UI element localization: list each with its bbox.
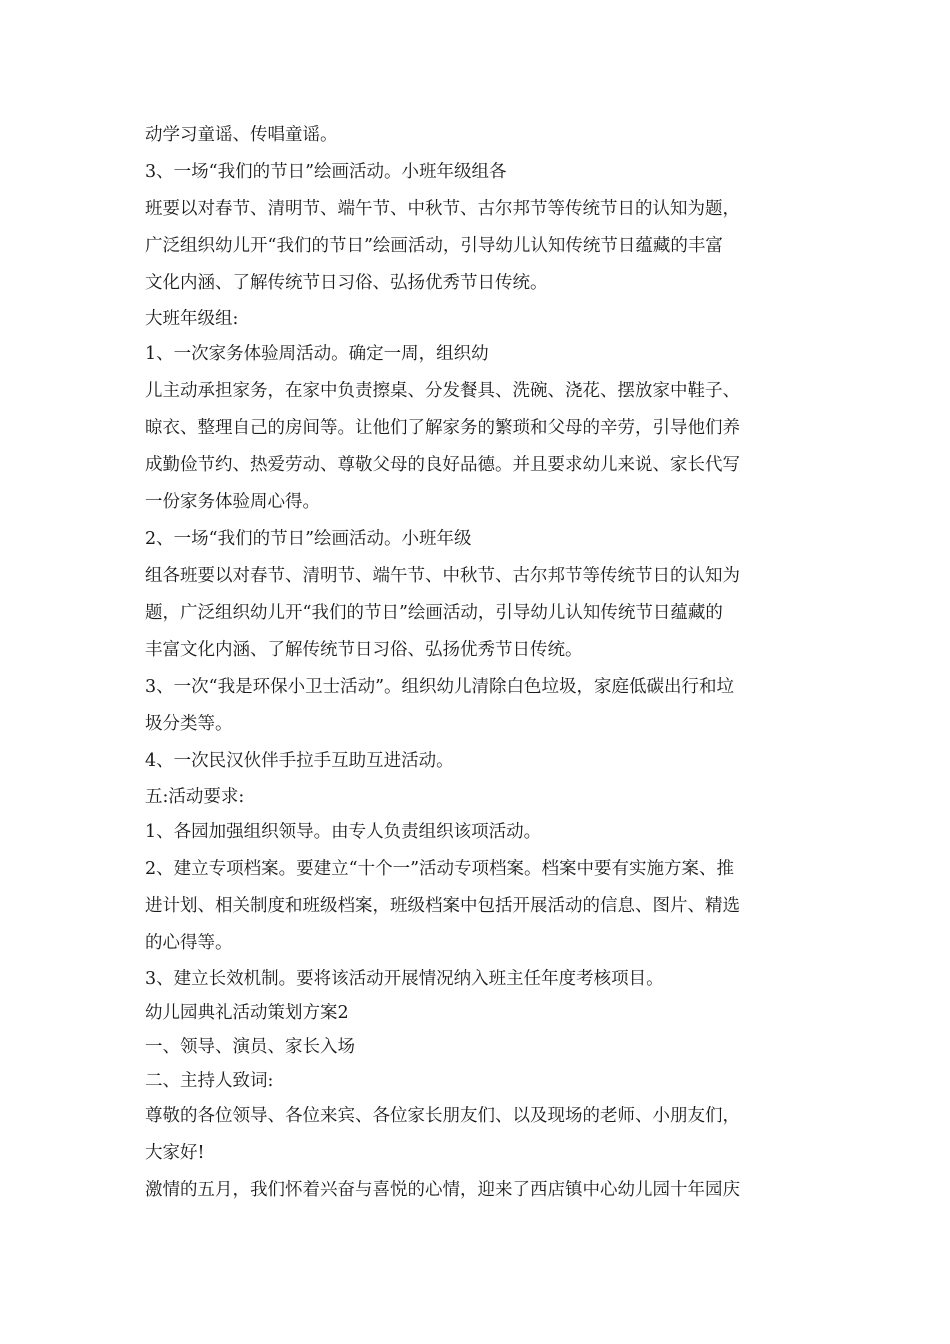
text-line: 1、各园加强组织领导。由专人负责组织该项活动。: [145, 822, 542, 842]
text-line: 的心得等。: [145, 933, 233, 953]
text-line: 一、领导、演员、家长入场: [145, 1037, 355, 1057]
text-line: 班要以对春节、清明节、端午节、中秋节、古尔邦节等传统节日的认知为题，: [145, 199, 740, 219]
text-line: 文化内涵、了解传统节日习俗、弘扬优秀节日传统。: [145, 273, 548, 293]
text-line: 2、一场“我们的节日”绘画活动。小班年级: [145, 529, 472, 549]
text-line: 圾分类等。: [145, 714, 233, 734]
text-line: 3、建立长效机制。要将该活动开展情况纳入班主任年度考核项目。: [145, 969, 664, 989]
text-line: 3、一场“我们的节日”绘画活动。小班年级组各: [145, 162, 507, 182]
section-heading: 五:活动要求:: [145, 787, 245, 807]
text-line: 一份家务体验周心得。: [145, 492, 320, 512]
text-line: 成勤俭节约、热爱劳动、尊敬父母的良好品德。并且要求幼儿来说、家长代写: [145, 455, 740, 475]
text-line: 进计划、相关制度和班级档案，班级档案中包括开展活动的信息、图片、精选: [145, 896, 740, 916]
section-heading: 大班年级组:: [145, 309, 239, 329]
text-line: 广泛组织幼儿开“我们的节日”绘画活动，引导幼儿认知传统节日蕴藏的丰富: [145, 236, 723, 256]
text-line: 组各班要以对春节、清明节、端午节、中秋节、古尔邦节等传统节日的认知为: [145, 566, 740, 586]
text-line: 丰富文化内涵、了解传统节日习俗、弘扬优秀节日传统。: [145, 640, 583, 660]
document-page: [145, 117, 810, 1209]
text-line: 动学习童谣、传唱童谣。: [145, 125, 338, 145]
section-heading: 二、主持人致词:: [145, 1071, 274, 1091]
document-title: 幼儿园典礼活动策划方案2: [145, 1003, 349, 1023]
text-line: 题，广泛组织幼儿开“我们的节日”绘画活动，引导幼儿认知传统节日蕴藏的: [145, 603, 723, 623]
text-line: 4、一次民汉伙伴手拉手互助互进活动。: [145, 751, 454, 771]
text-line: 2、建立专项档案。要建立“十个一”活动专项档案。档案中要有实施方案、推: [145, 859, 735, 879]
text-line: 1、一次家务体验周活动。确定一周，组织幼: [145, 344, 489, 364]
text-line: 尊敬的各位领导、各位来宾、各位家长朋友们、以及现场的老师、小朋友们，: [145, 1106, 740, 1126]
text-line: 大家好!: [145, 1143, 205, 1163]
text-line: 3、一次“我是环保小卫士活动”。组织幼儿清除白色垃圾，家庭低碳出行和垃: [145, 677, 735, 697]
text-line: 儿主动承担家务，在家中负责擦桌、分发餐具、洗碗、浇花、摆放家中鞋子、: [145, 381, 740, 401]
text-line: 晾衣、整理自己的房间等。让他们了解家务的繁琐和父母的辛劳，引导他们养: [145, 418, 740, 438]
text-line: 激情的五月，我们怀着兴奋与喜悦的心情，迎来了西店镇中心幼儿园十年园庆: [145, 1180, 740, 1200]
